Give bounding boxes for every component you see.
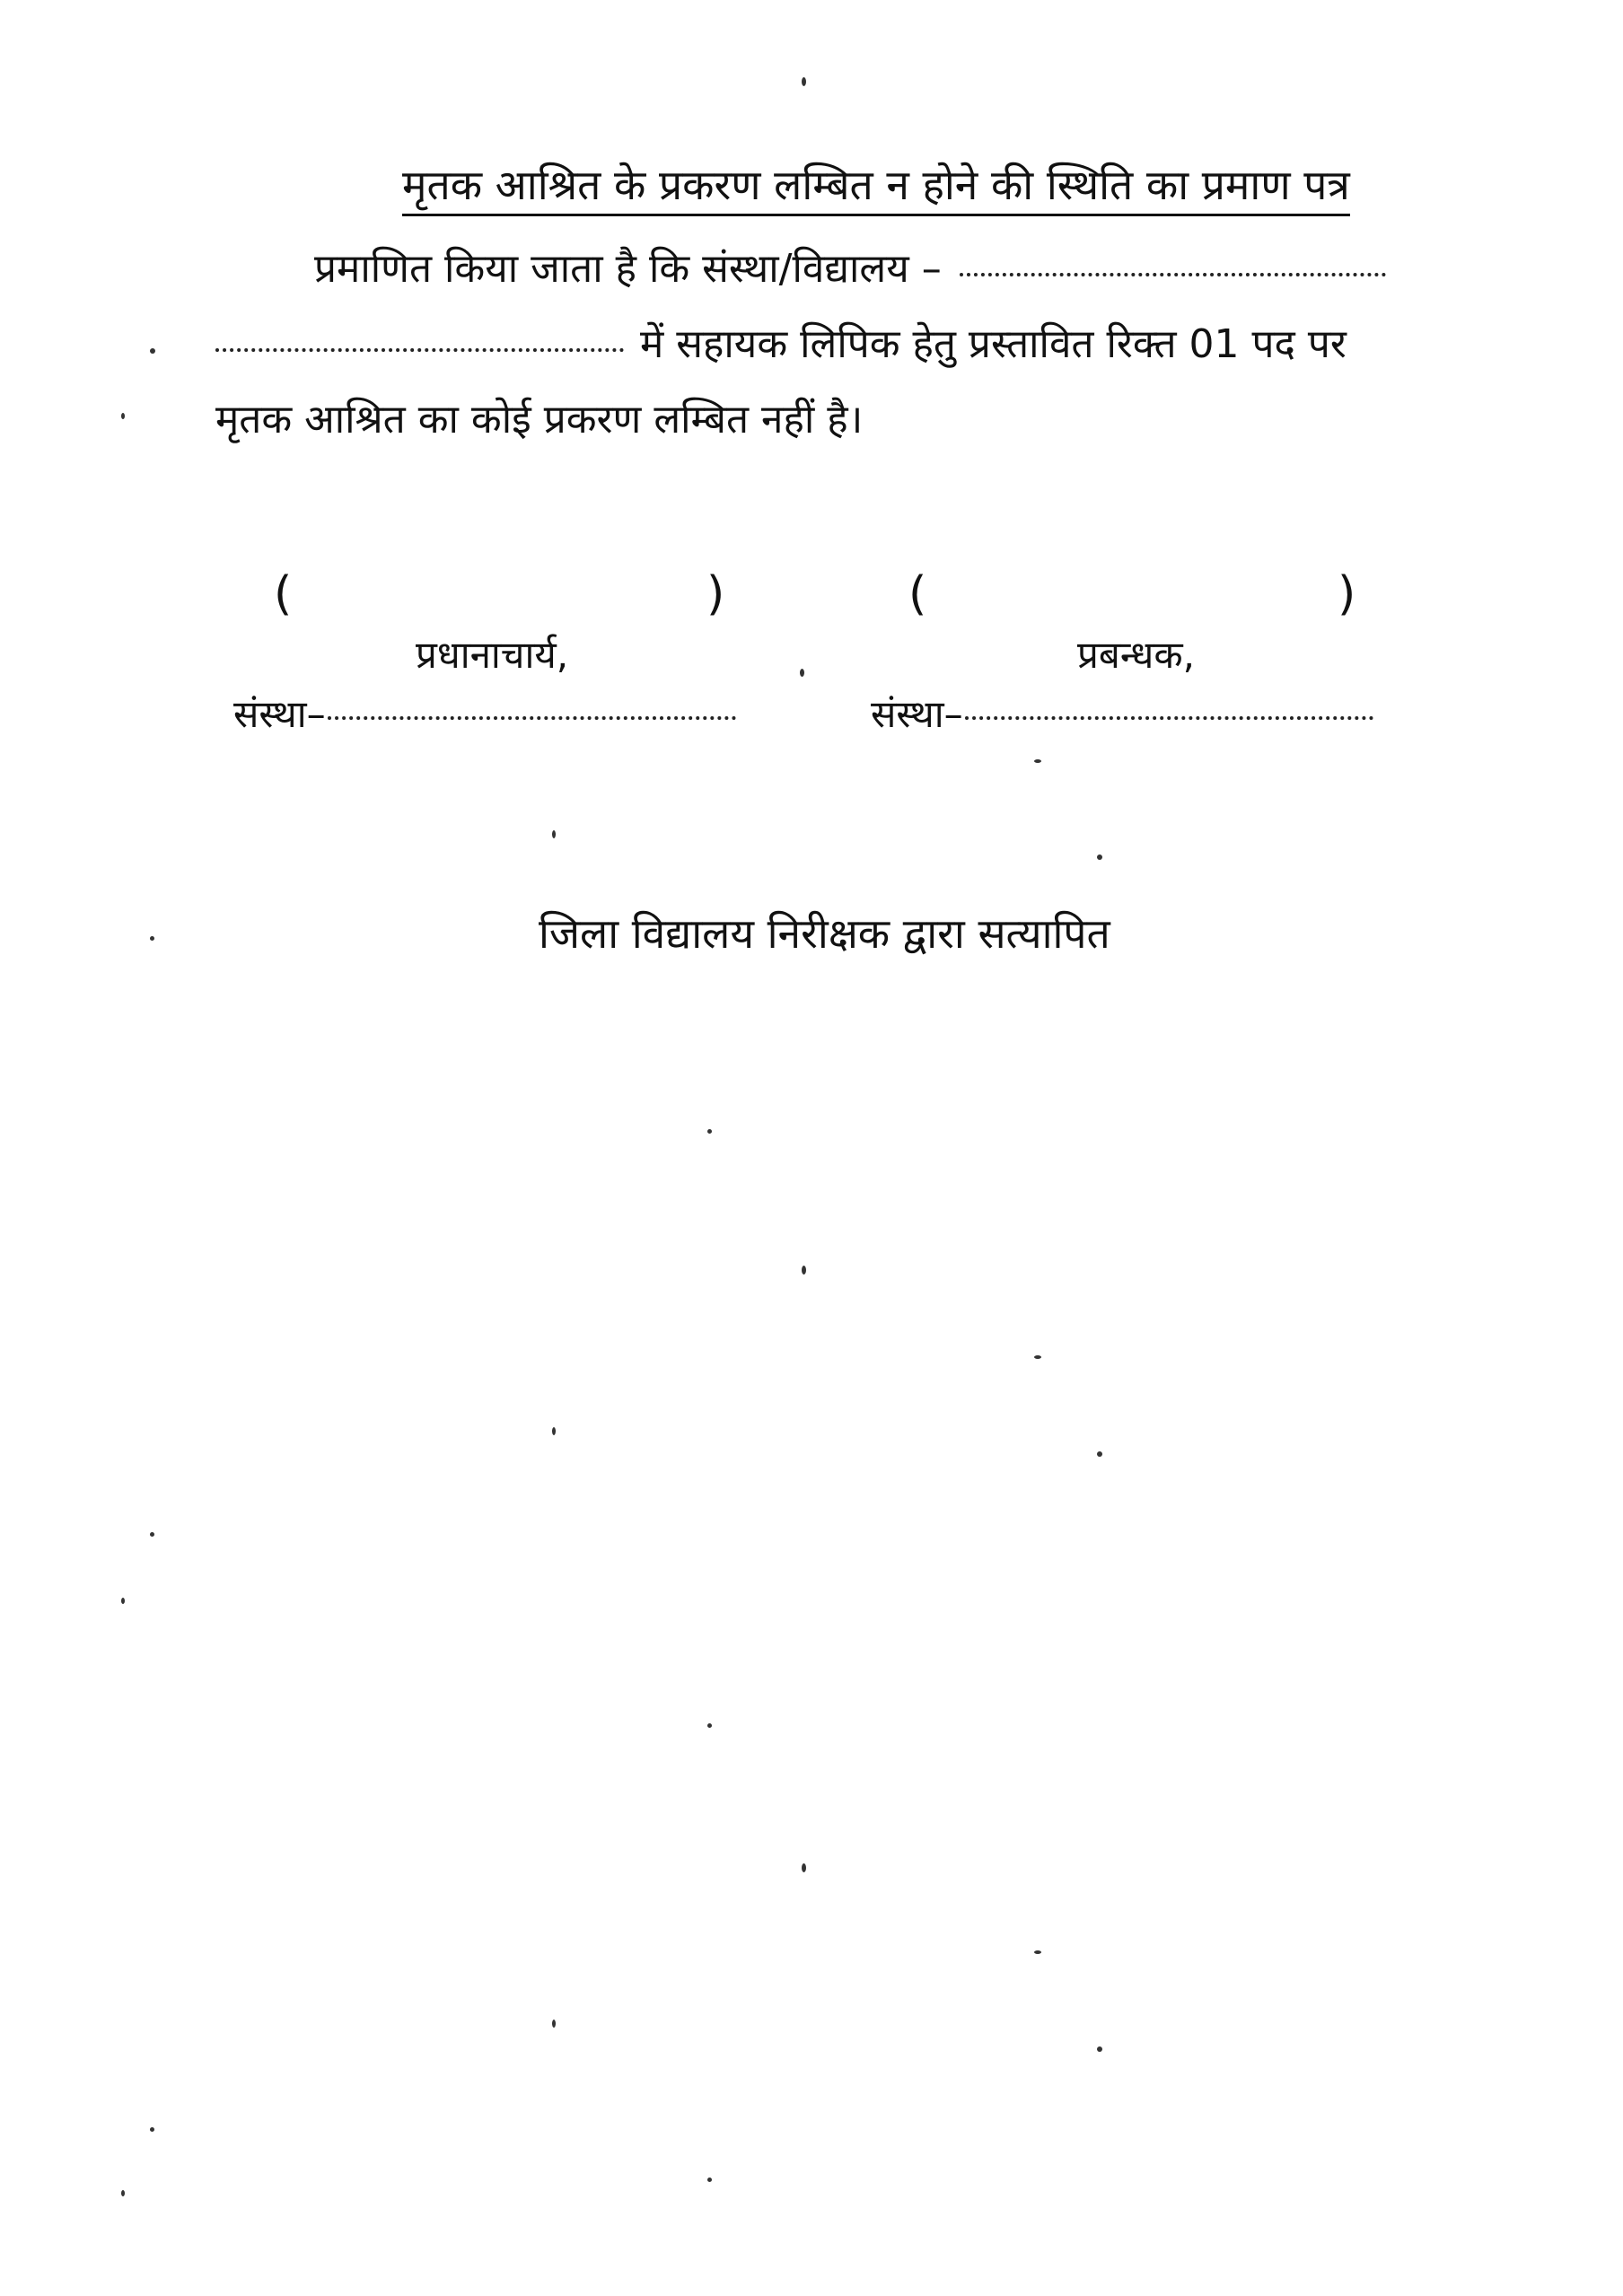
- scan-speck: [707, 1723, 712, 1728]
- scan-speck: [150, 936, 154, 941]
- certificate-body-line-3: मृतक आश्रित का कोई प्रकरण लम्बित नहीं है।: [215, 397, 864, 443]
- scan-speck: [1097, 1451, 1102, 1457]
- verification-line: जिला विद्यालय निरीक्षक द्वारा सत्यापित: [539, 909, 1110, 958]
- scan-speck: [800, 669, 804, 677]
- certification-text: प्रमाणित किया जाता है कि संस्था/विद्यालय –: [314, 246, 942, 292]
- manager-institution-label: संस्था–: [871, 692, 963, 736]
- manager-signature-close-paren: ): [1338, 567, 1356, 621]
- scan-speck: [552, 830, 556, 838]
- certificate-body-line-2: [215, 318, 1454, 372]
- manager-institution: [871, 689, 1373, 740]
- scan-speck: [150, 2127, 154, 2132]
- scan-speck: [802, 1266, 806, 1275]
- principal-institution-label: संस्था–: [233, 692, 326, 736]
- certificate-body-line-1: [314, 242, 1386, 296]
- manager-title: प्रबन्धक,: [1077, 633, 1195, 677]
- scan-speck: [802, 77, 806, 86]
- institution-name-blank: [960, 273, 1386, 276]
- scan-speck: [802, 1863, 806, 1872]
- scan-speck: [552, 2020, 556, 2028]
- scan-speck: [552, 1427, 556, 1435]
- certificate-title: मृतक आश्रित के प्रकरण लम्बित न होने की स्थिति का प्रमाण पत्र: [402, 158, 1350, 216]
- principal-title: प्रधानाचार्य,: [416, 633, 569, 677]
- manager-signature-open-paren: (: [908, 567, 927, 621]
- scan-speck: [1097, 2046, 1102, 2052]
- principal-signature-open-paren: (: [274, 567, 293, 621]
- scan-speck: [121, 2190, 125, 2196]
- scan-speck: [1034, 759, 1041, 763]
- scan-speck: [1034, 1950, 1041, 1954]
- scan-speck: [1034, 1355, 1041, 1359]
- principal-institution: [233, 689, 736, 740]
- scan-speck: [121, 1598, 125, 1604]
- scan-speck: [150, 1532, 154, 1537]
- scan-speck: [150, 348, 155, 354]
- principal-signature-close-paren: ): [706, 567, 725, 621]
- scan-speck: [707, 2178, 712, 2182]
- scan-speck: [121, 413, 125, 419]
- scan-speck: [707, 1129, 712, 1134]
- post-vacancy-text-content: में सहायक लिपिक हेतु प्रस्तावित रिक्त 01 पद पर: [640, 321, 1347, 367]
- scan-speck: [1097, 854, 1102, 860]
- manager-institution-blank: [965, 716, 1373, 720]
- principal-institution-blank: [328, 716, 736, 720]
- institution-address-blank: [215, 348, 624, 352]
- post-vacancy-text: [640, 318, 1454, 372]
